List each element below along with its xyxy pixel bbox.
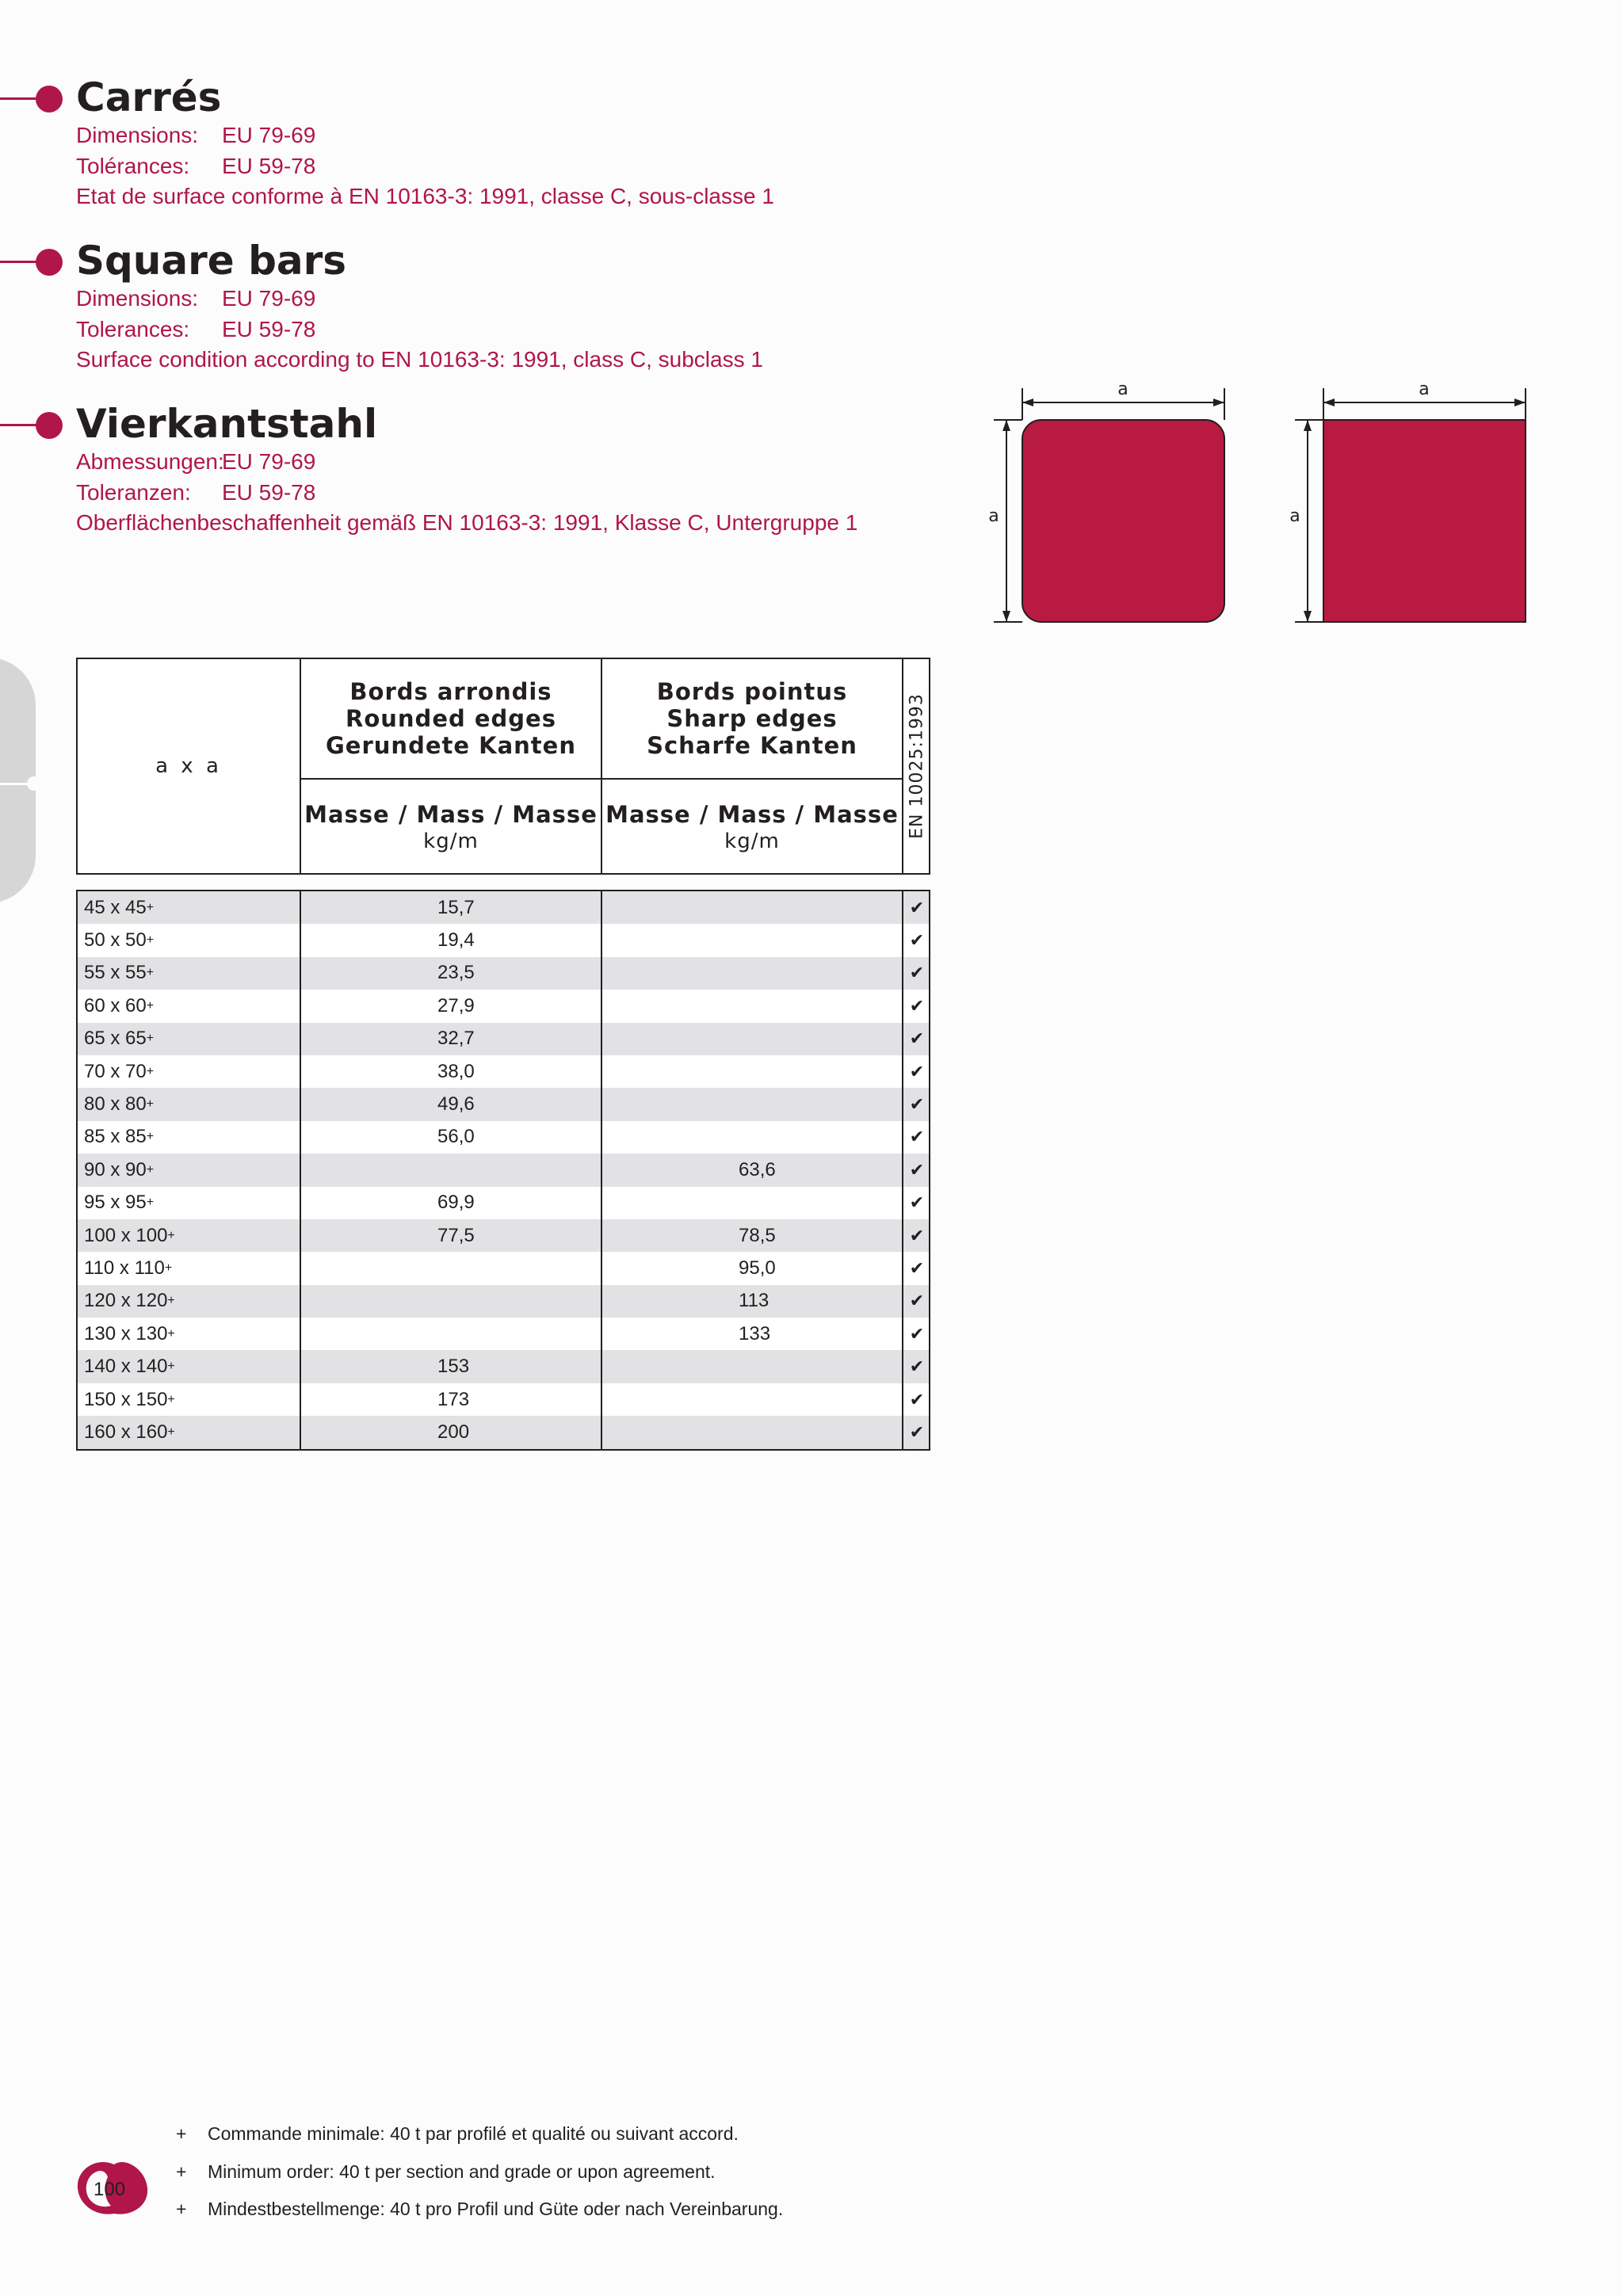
size-cell: 130 x 130 + [78,1318,301,1350]
check-icon: ✔ [909,1356,925,1377]
spec-line: Tolerances: EU 59-78 [76,316,316,341]
sharp-mass-cell [602,1350,903,1383]
sharp-edge-diagram [1284,372,1545,634]
section-specs [76,120,774,212]
rounded-mass-cell: 153 [301,1350,602,1383]
table-row [78,1350,929,1383]
sharp-mass-cell [602,1416,903,1448]
spec-line: Tolérances: EU 59-78 [76,153,316,178]
bullet-dot-icon [36,86,63,113]
rounded-mass-cell: 200 [301,1416,602,1448]
size-cell: 60 x 60 + [78,990,301,1022]
rounded-mass-cell: 15,7 [301,891,602,924]
rounded-mass-cell: 49,6 [301,1088,602,1120]
footnote: + Commande minimale: 40 t par profilé et qualité ou suivant accord. [176,2123,739,2144]
size-cell: 85 x 85 + [78,1121,301,1154]
table-row [78,957,929,990]
check-icon: ✔ [909,1159,925,1180]
rounded-mass-cell: 69,9 [301,1187,602,1219]
spec-line: Surface condition according to EN 10163-3: 1991, class C, subclass 1 [76,347,763,372]
check-icon: ✔ [909,1225,925,1245]
mass-label: Masse / Mass / Masse [304,801,598,828]
check-icon: ✔ [909,1192,925,1213]
standard-label: EN 10025:1993 [907,693,927,839]
sharp-mass-cell: 133 [602,1318,903,1350]
section-specs [76,447,857,539]
table-row [78,1055,929,1088]
size-cell: 95 x 95 + [78,1187,301,1219]
side-tab-dot-icon [27,776,41,791]
section-title: Carrés [76,74,222,120]
data-table [76,890,930,1451]
unit-label: kg/m [423,830,479,853]
spec-line: Dimensions: EU 79-69 [76,286,316,311]
spec-line: Oberflächenbeschaffenheit gemäß EN 10163-3: 1991, Klasse C, Untergruppe 1 [76,510,858,535]
check-icon: ✔ [909,930,925,951]
rounded-mass-cell: 173 [301,1383,602,1416]
spec-line: Dimensions: EU 79-69 [76,123,316,147]
check-icon: ✔ [909,1291,925,1311]
sharp-mass-cell [602,1187,903,1219]
table-row [78,1285,929,1318]
page-number: 100 [94,2179,126,2200]
rounded-mass-cell [301,1285,602,1318]
sharp-mass-cell [602,990,903,1022]
table-row [78,891,929,924]
section-specs [76,284,763,376]
table-row [78,1318,929,1350]
mass-label: Masse / Mass / Masse [605,801,899,828]
size-cell: 70 x 70 + [78,1055,301,1088]
sharp-mass-cell [602,891,903,924]
header-standard [903,659,930,873]
check-icon: ✔ [909,963,925,983]
spec-line: Toleranzen: EU 59-78 [76,479,316,505]
table-row [78,1252,929,1284]
table-row [78,1154,929,1186]
footnote: + Minimum order: 40 t per section and grade or upon agreement. [176,2161,716,2182]
unit-label: kg/m [724,830,780,853]
section-title: Vierkantstahl [76,401,378,447]
check-icon: ✔ [909,1061,925,1081]
check-icon: ✔ [909,1421,925,1442]
size-cell: 100 x 100 + [78,1219,301,1252]
sharp-mass-cell: 95,0 [602,1252,903,1284]
sharp-mass-cell: 113 [602,1285,903,1318]
dim-label-top: a [1117,379,1128,399]
size-cell: 80 x 80 + [78,1088,301,1120]
table-row [78,990,929,1022]
header-sharp-edges: Bords pointus Sharp edges Scharfe Kanten Masse / Mass / Masse kg/m [602,659,903,873]
table-row [78,1219,929,1252]
rounded-mass-cell: 23,5 [301,957,602,990]
check-icon: ✔ [909,1028,925,1049]
sharp-mass-cell [602,1121,903,1154]
check-icon: ✔ [909,1323,925,1344]
rounded-mass-cell [301,1318,602,1350]
footnote: + Mindestbestellmenge: 40 t pro Profil und Güte oder nach Vereinbarung. [176,2199,784,2219]
size-cell: 50 x 50 + [78,924,301,956]
sharp-mass-cell [602,1023,903,1055]
header-axa: a x a [78,659,301,873]
check-icon: ✔ [909,1257,925,1278]
dim-label-side: a [1289,506,1300,526]
check-icon: ✔ [909,897,925,917]
spec-line: Etat de surface conforme à EN 10163-3: 1991, classe C, sous-classe 1 [76,184,774,208]
dim-label-side: a [988,506,999,526]
header-rounded-edges: Bords arrondis Rounded edges Gerundete Kanten Masse / Mass / Masse kg/m [301,659,602,873]
table-row [78,1187,929,1219]
sharp-mass-cell [602,1383,903,1416]
sharp-mass-cell [602,957,903,990]
sharp-mass-cell [602,1088,903,1120]
bullet-dot-icon [36,412,63,439]
rounded-mass-cell [301,1252,602,1284]
table-row [78,1416,929,1448]
page-number-badge [73,2158,152,2218]
rounded-mass-cell: 56,0 [301,1121,602,1154]
sharp-mass-cell: 78,5 [602,1219,903,1252]
size-cell: 55 x 55 + [78,957,301,990]
table-header [76,658,930,875]
size-cell: 90 x 90 + [78,1154,301,1186]
rounded-mass-cell: 77,5 [301,1219,602,1252]
footnotes [176,2115,783,2229]
rounded-edge-diagram [983,372,1244,634]
rounded-mass-cell: 32,7 [301,1023,602,1055]
rounded-mass-cell: 19,4 [301,924,602,956]
sharp-mass-cell [602,1055,903,1088]
rounded-mass-cell [301,1154,602,1186]
size-cell: 150 x 150 + [78,1383,301,1416]
table-row [78,1023,929,1055]
sharp-mass-cell: 63,6 [602,1154,903,1186]
table-row [78,1383,929,1416]
rounded-mass-cell: 38,0 [301,1055,602,1088]
size-cell: 140 x 140 + [78,1350,301,1383]
size-cell: 120 x 120 + [78,1285,301,1318]
check-icon: ✔ [909,1389,925,1409]
check-icon: ✔ [909,995,925,1016]
size-cell: 110 x 110 + [78,1252,301,1284]
dim-label-top: a [1419,379,1430,399]
section-title: Square bars [76,238,347,284]
sharp-mass-cell [602,924,903,956]
rounded-square-shape [1022,420,1224,622]
bullet-dot-icon [36,249,63,276]
table-row [78,1121,929,1154]
table-row [78,1088,929,1120]
check-icon: ✔ [909,1094,925,1115]
size-cell: 160 x 160 + [78,1416,301,1448]
size-cell: 65 x 65 + [78,1023,301,1055]
table-row [78,924,929,956]
check-icon: ✔ [909,1127,925,1147]
spec-line: Abmessungen:EU 79-69 [76,449,316,474]
size-cell: 45 x 45 + [78,891,301,924]
rounded-mass-cell: 27,9 [301,990,602,1022]
sharp-square-shape [1323,420,1526,622]
